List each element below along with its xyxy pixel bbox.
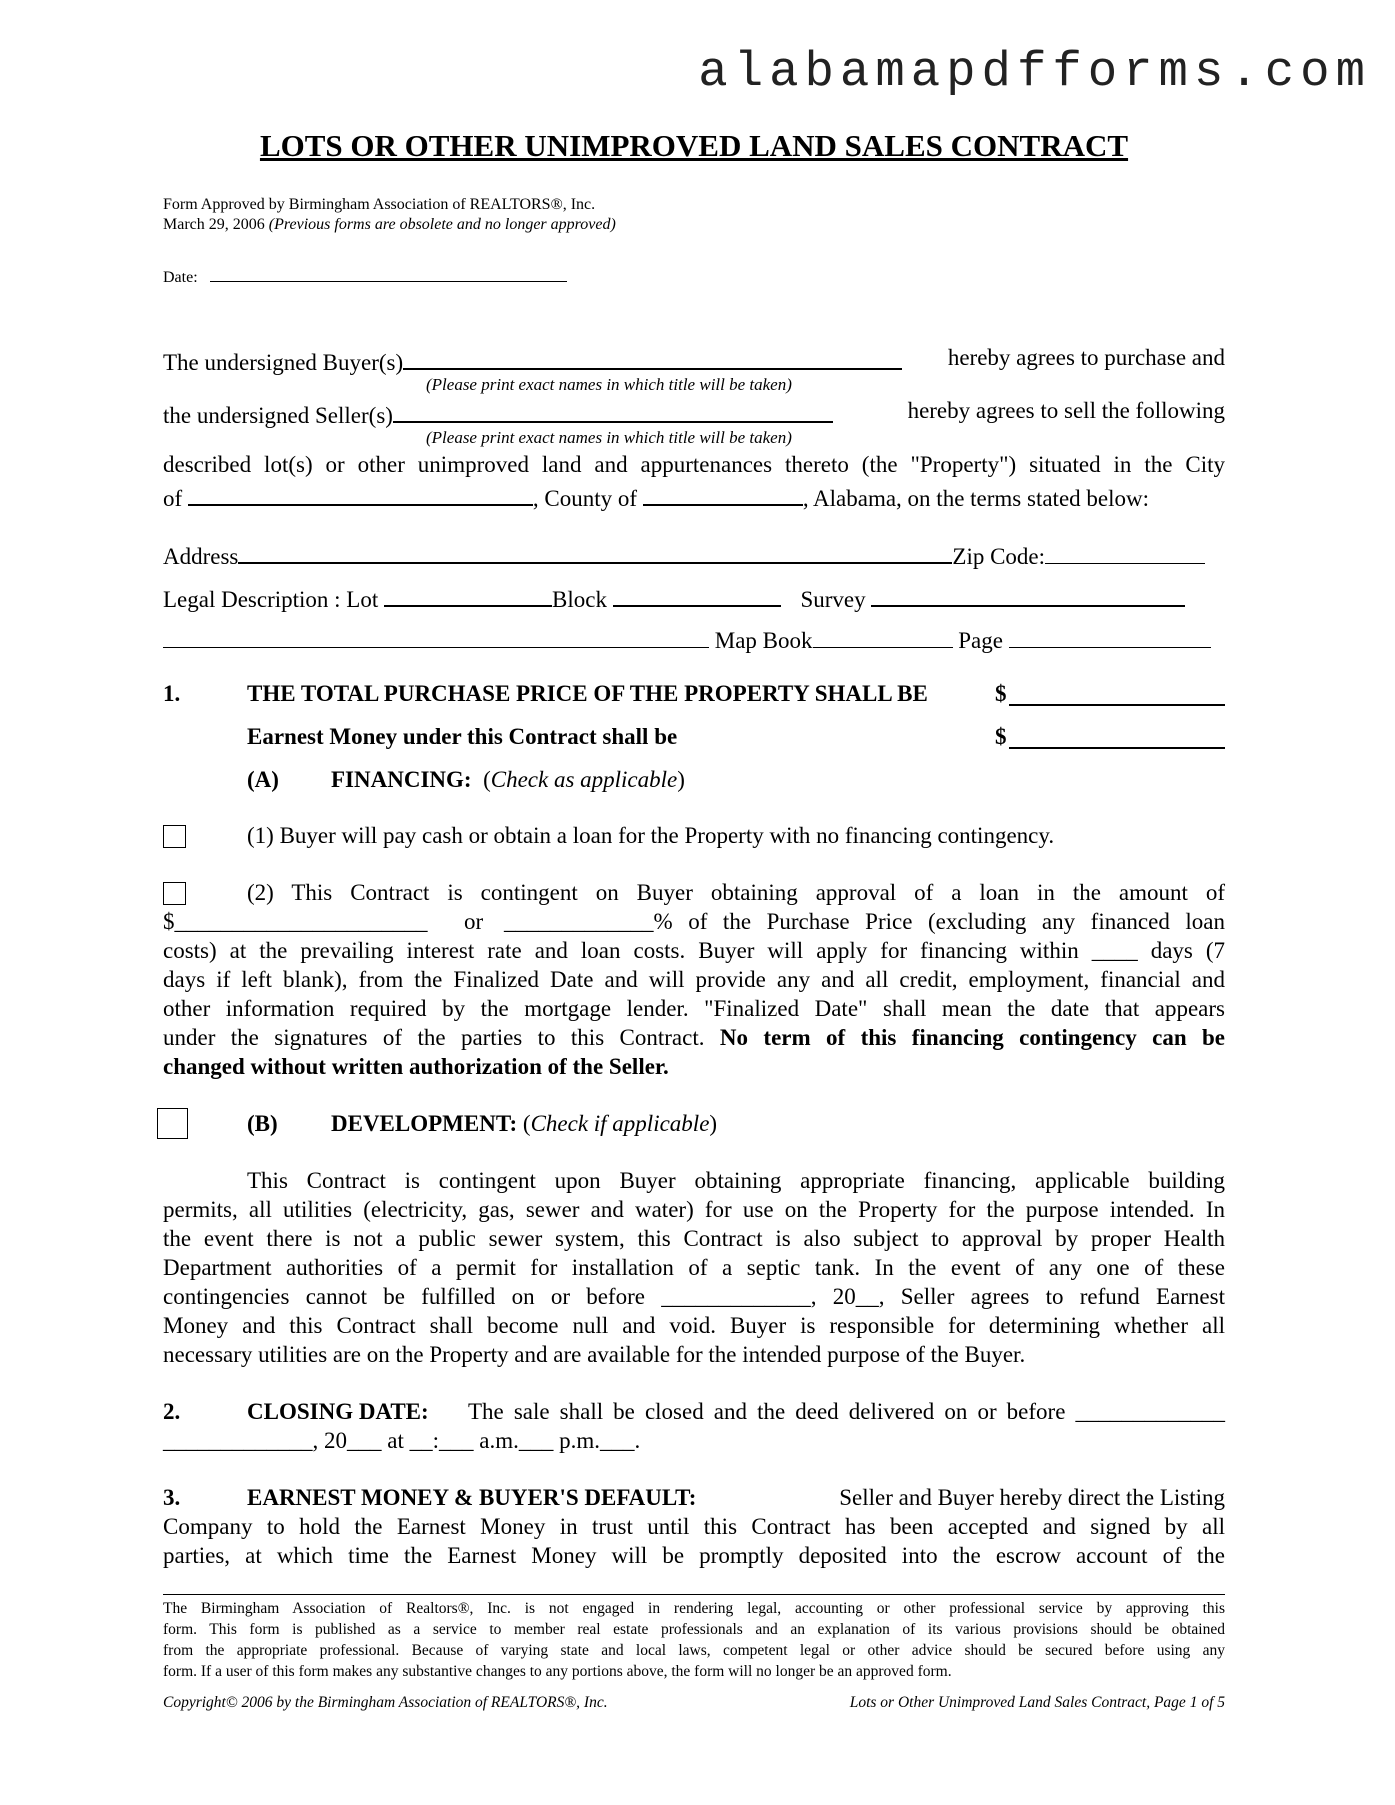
footer-line: from the appropriate professional. Because of varying state and local laws, competent legal or other advice should be secured before using any: [163, 1642, 1225, 1659]
footer-copyright-row: [163, 1694, 1225, 1712]
buyer-row: [163, 344, 1225, 378]
city-county-row: [163, 480, 1225, 514]
subsection-a-label: (A): [247, 767, 279, 792]
development-label: DEVELOPMENT:: [331, 1111, 518, 1136]
dev-line-1: This Contract is contingent upon Buyer obtaining appropriate financing, applicable building: [247, 1168, 1225, 1193]
date-row: [163, 264, 567, 287]
page-field[interactable]: [1009, 623, 1211, 648]
loan-percent-text: _____________% of the Purchase Price (excluding any financed loan: [504, 909, 1225, 934]
buyer-label: The undersigned Buyer(s): [163, 350, 404, 376]
seller-tail: hereby agrees to sell the following: [907, 398, 1225, 423]
map-book-label: Map Book: [714, 628, 813, 654]
paren: ): [709, 1111, 718, 1136]
survey-label: Survey: [800, 587, 866, 613]
dev-line-4: Department authorities of a permit for installation of a septic tank. In the event of any one of these: [163, 1255, 1225, 1280]
earnest-default-text: Seller and Buyer hereby direct the Listing: [839, 1485, 1225, 1510]
financing-label: FINANCING:: [331, 767, 472, 792]
block-label: Block: [552, 587, 607, 613]
seller-name-field[interactable]: [393, 397, 833, 423]
zip-field[interactable]: [1045, 539, 1205, 564]
buyer-tail: hereby agrees to purchase and: [947, 345, 1225, 370]
dev-line-5: contingencies cannot be fulfilled on or before _____________, 20__, Seller agrees to refund Earnest: [163, 1284, 1225, 1309]
block-field[interactable]: [613, 581, 781, 607]
seller-print-note: (Please print exact names in which title will be taken): [426, 428, 792, 447]
legal-label: Legal Description : Lot: [163, 587, 379, 613]
paren: (: [483, 767, 491, 792]
of-label: of: [163, 486, 183, 512]
approval-date: March 29, 2006: [163, 216, 269, 233]
footer-divider: [163, 1594, 1225, 1595]
earnest-default-row: [163, 1484, 1225, 1513]
zip-label: Zip Code:: [952, 544, 1046, 570]
loan-line-6-bold: No term of this financing contingency can be: [719, 1025, 1226, 1050]
development-note: Check if applicable: [530, 1111, 710, 1136]
copyright-text: Copyright© 2006 by the Birmingham Association of REALTORS®, Inc.: [163, 1694, 608, 1711]
loan-line-3: costs) at the prevailing interest rate and loan costs. Buyer will apply for financing within ____ days (7: [163, 938, 1225, 963]
loan-contingency-checkbox[interactable]: [163, 882, 186, 905]
map-book-field[interactable]: [813, 623, 953, 648]
or-text: or: [464, 909, 484, 934]
earnest-default-label: EARNEST MONEY & BUYER'S DEFAULT:: [247, 1485, 697, 1510]
dev-line-2: permits, all utilities (electricity, gas, sewer and water) for use on the Property for the purpose intended. In: [163, 1197, 1225, 1222]
county-label: , County of: [532, 486, 638, 512]
date-label: Date:: [163, 268, 198, 286]
map-book-row: [163, 623, 1225, 656]
closing-date-text: The sale shall be closed and the deed delivered on or before _____________: [468, 1399, 1225, 1424]
loan-line-5: other information required by the mortgage lender. "Finalized Date" shall mean the date that appears: [163, 996, 1225, 1021]
city-field[interactable]: [188, 480, 533, 506]
loan-amount-blank[interactable]: $______________________: [163, 909, 428, 934]
lot-field[interactable]: [384, 581, 552, 607]
paren: (: [522, 1111, 531, 1136]
loan-line-6: [163, 1024, 1225, 1053]
financing-note: Check as applicable: [490, 767, 678, 792]
loan-line-2: [163, 908, 1225, 937]
footer-line: form. This form is published as a service to member real estate professionals and an explanation of its various provisions should be obtained: [163, 1621, 1225, 1638]
buyer-print-note: (Please print exact names in which title will be taken): [426, 375, 792, 394]
page-label: Page: [958, 628, 1003, 654]
purchase-price-label: THE TOTAL PURCHASE PRICE OF THE PROPERTY SHALL BE: [247, 681, 928, 706]
section-number: 3.: [163, 1485, 181, 1510]
loan-line-1: (2) This Contract is contingent on Buyer obtaining approval of a loan in the amount of: [247, 880, 1225, 905]
address-row: [163, 538, 1225, 572]
paren: ): [677, 767, 685, 792]
dev-line-6: Money and this Contract shall become null and void. Buyer is responsible for determining whether all: [163, 1313, 1225, 1338]
seller-row: [163, 397, 1225, 431]
page-number-text: Lots or Other Unimproved Land Sales Contract, Page 1 of 5: [849, 1694, 1225, 1711]
site-watermark: alabamapdfforms.com: [698, 44, 1371, 100]
loan-line-7: changed without written authorization of the Seller.: [163, 1054, 669, 1079]
footer-disclaimer: [163, 1598, 1225, 1682]
address-field[interactable]: [238, 538, 952, 564]
earnest-line-3: parties, at which time the Earnest Money will be promptly deposited into the escrow account of the: [163, 1543, 1225, 1568]
closing-date-row: [163, 1398, 1225, 1427]
dev-line-3: the event there is not a public sewer system, this Contract is also subject to approval by proper Health: [163, 1226, 1225, 1251]
alabama-text: , Alabama, on the terms stated below:: [802, 486, 1150, 512]
address-label: Address: [163, 544, 239, 570]
purchase-price-field[interactable]: [1009, 680, 1225, 706]
dev-line-7: necessary utilities are on the Property and are available for the intended purpose of the Buyer.: [163, 1342, 1026, 1367]
cash-option-text: (1) Buyer will pay cash or obtain a loan for the Property with no financing contingency.: [247, 823, 1055, 848]
legal-description-row: [163, 581, 1225, 615]
date-field[interactable]: [210, 264, 567, 282]
footer-line: form. If a user of this form makes any substantive changes to any portions above, the form will no longer be an approved form.: [163, 1663, 952, 1680]
earnest-money-label: Earnest Money under this Contract shall be: [247, 724, 678, 749]
closing-date-line-2: _____________, 20___ at __:___ a.m.___ p.m.___.: [163, 1428, 641, 1453]
cash-option-checkbox[interactable]: [163, 825, 186, 848]
earnest-money-field[interactable]: [1009, 723, 1225, 749]
loan-line-6-text: under the signatures of the parties to this Contract.: [163, 1025, 705, 1050]
obsolete-note: (Previous forms are obsolete and no longer approved): [268, 216, 616, 233]
development-checkbox[interactable]: [157, 1108, 188, 1139]
dollar-sign: $: [995, 681, 1007, 706]
section-number: 2.: [163, 1399, 181, 1424]
dollar-sign: $: [995, 724, 1007, 749]
purchase-price-row: [163, 680, 1225, 709]
page-title: LOTS OR OTHER UNIMPROVED LAND SALES CONTRACT: [259, 128, 1129, 163]
subsection-b-label: (B): [247, 1111, 278, 1136]
earnest-line-2: Company to hold the Earnest Money in trust until this Contract has been accepted and signed by all: [163, 1514, 1225, 1539]
footer-line: The Birmingham Association of Realtors®, Inc. is not engaged in rendering legal, accounting or other professional service by approving this: [163, 1600, 1225, 1617]
form-approval-note: [163, 195, 616, 235]
survey-field[interactable]: [871, 581, 1185, 607]
legal-extra-field[interactable]: [163, 623, 709, 648]
loan-line-4: days if left blank), from the Finalized Date and will provide any and all credit, employment, financial and: [163, 967, 1225, 992]
closing-date-label: CLOSING DATE:: [247, 1399, 429, 1424]
county-field[interactable]: [643, 480, 803, 506]
seller-label: the undersigned Seller(s): [163, 403, 393, 429]
buyer-name-field[interactable]: [403, 344, 902, 370]
section-number: 1.: [163, 681, 181, 706]
approval-line: Form Approved by Birmingham Association of REALTORS®, Inc.: [163, 196, 596, 213]
described-line: described lot(s) or other unimproved land and appurtenances thereto (the "Property") situated in the City: [163, 452, 1225, 477]
